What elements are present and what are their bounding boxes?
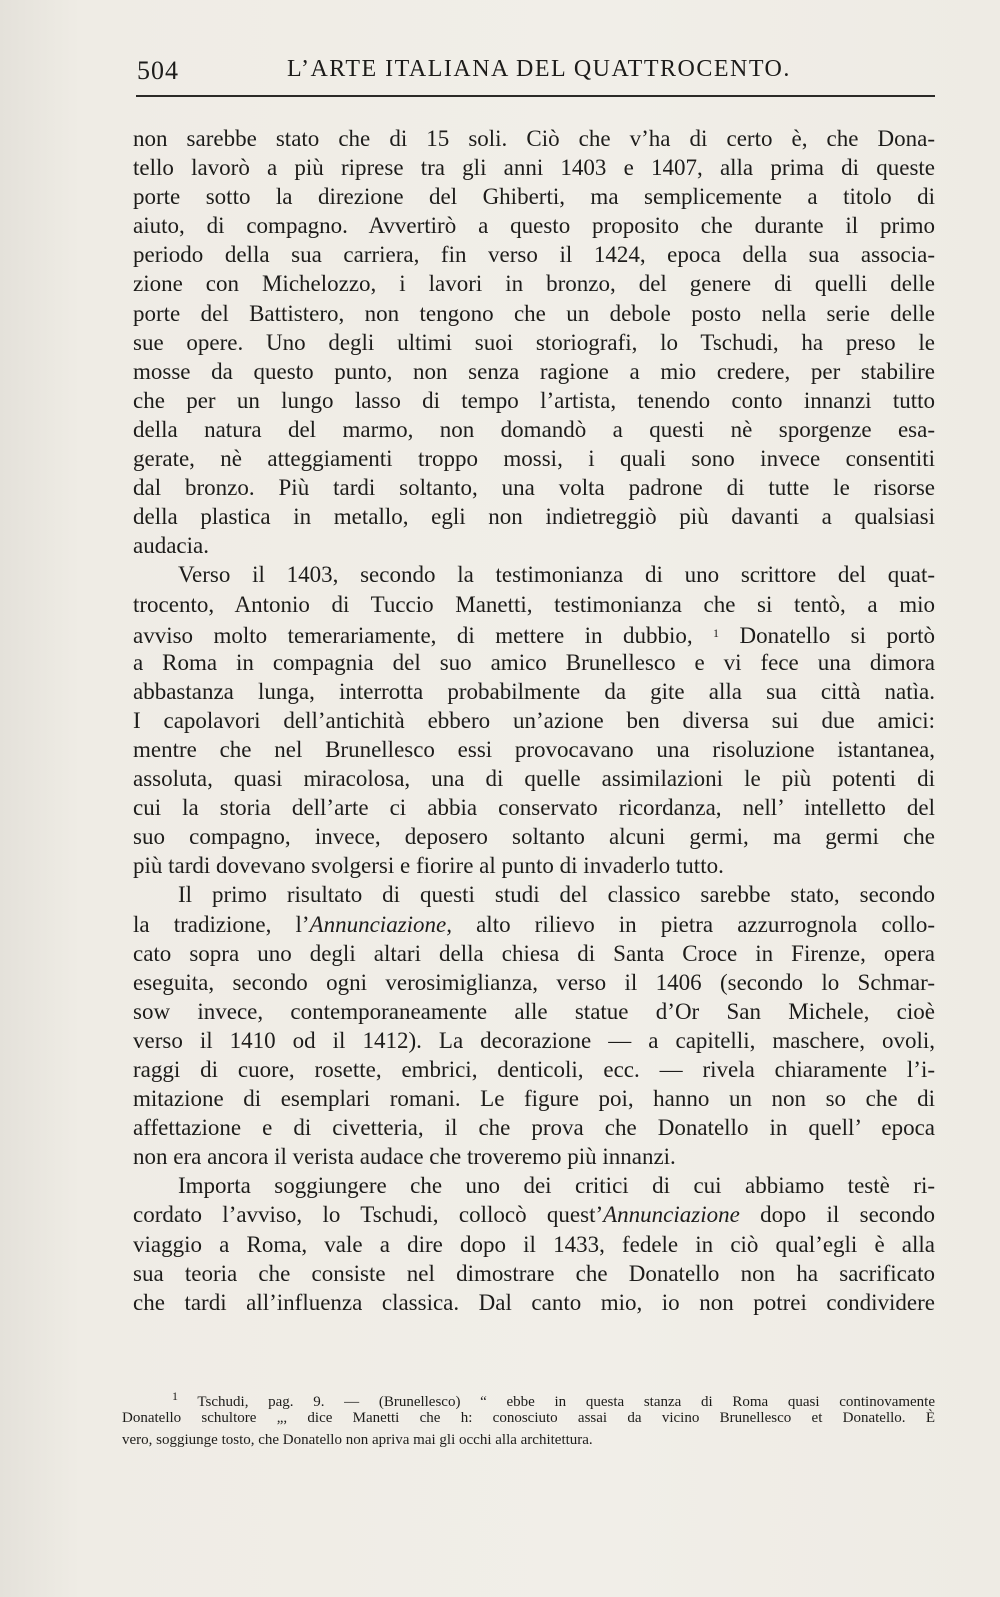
text-segment: Donatello si portò	[719, 622, 935, 648]
footnote-line: vero, soggiunge tosto, che Donatello non apriva mai gli occhi alla architettura.	[122, 1432, 593, 1448]
text-line: verso il 1410 od il 1412). La decorazione — a capitelli, maschere, ovoli,	[133, 1027, 935, 1053]
text-line	[133, 1200, 935, 1229]
text-line	[133, 910, 935, 939]
text-line: trocento, Antonio di Tuccio Manetti, testimonianza che si tentò, a mio	[133, 591, 935, 617]
text-line: gerate, nè atteggiamenti troppo mossi, i quali sono invece consentiti	[133, 446, 935, 472]
text-line: che tardi all’influenza classica. Dal canto mio, io non potrei condividere	[133, 1289, 935, 1315]
text-line: eseguita, secondo ogni verosimiglianza, verso il 1406 (secondo lo Schmar-	[133, 969, 935, 995]
text-line: zione con Michelozzo, i lavori in bronzo, del genere di quelli delle	[133, 271, 935, 297]
text-line: che per un lungo lasso di tempo l’artista, tenendo conto innanzi tutto	[133, 387, 935, 413]
text-line: più tardi dovevano svolgersi e fiorire al punto di invaderlo tutto.	[133, 853, 724, 879]
text-segment: alto rilievo in pietra azzurrognola collo-	[452, 911, 936, 937]
footnotes	[122, 1385, 935, 1451]
text-line: I capolavori dell’antichità ebbero un’azione ben diversa sui due amici:	[133, 707, 935, 733]
text-line: mitazione di esemplari romani. Le figure poi, hanno un non so che di	[133, 1086, 935, 1112]
text-segment: la tradizione, l’	[133, 911, 310, 937]
text-line: sow invece, contemporaneamente alle statue d’Or San Michele, cioè	[133, 998, 935, 1024]
text-line: a Roma in compagnia del suo amico Brunellesco e vi fece una dimora	[133, 649, 935, 675]
footnote-line	[122, 1385, 935, 1410]
text-line: mentre che nel Brunellesco essi provocavano una risoluzione istantanea,	[133, 736, 935, 762]
artwork-title: Annunciazione,	[309, 911, 452, 937]
text-line: abbastanza lunga, interrotta probabilmente da gite alla sua città natìa.	[133, 678, 935, 704]
text-line: affettazione e di civetteria, il che prova che Donatello in quell’ epoca	[133, 1115, 935, 1141]
text-line: della natura del marmo, non domandò a questi nè sporgenze esa-	[133, 416, 935, 442]
text-line: Il primo risultato di questi studi del classico sarebbe stato, secondo	[178, 882, 935, 908]
text-line: audacia.	[133, 533, 209, 559]
text-line: suo compagno, invece, deposero soltanto alcuni germi, ma germi che	[133, 824, 935, 850]
footnote-line: Donatello schultore „, dice Manetti che h: conosciuto assai da vicino Brunellesco et Donatello. È	[122, 1410, 935, 1426]
text-segment: cordato l’avviso, lo Tschudi, collocò quest’	[133, 1202, 604, 1228]
text-line: porte sotto la direzione del Ghiberti, ma semplicemente a titolo di	[133, 184, 935, 210]
running-title: L’ARTE ITALIANA DEL QUATTROCENTO.	[287, 56, 791, 82]
text-line: non sarebbe stato che di 15 soli. Ciò che v’ha di certo è, che Dona-	[133, 126, 935, 151]
text-line: mosse da questo punto, non senza ragione a mio credere, per stabilire	[133, 358, 935, 384]
text-line	[133, 619, 935, 648]
text-line: cui la storia dell’arte ci abbia conservato ricordanza, nell’ intelletto del	[133, 795, 935, 821]
footnote-marker: 1	[172, 1389, 178, 1403]
text-line: porte del Battistero, non tengono che un debole posto nella serie delle	[133, 300, 935, 326]
text-line: viaggio a Roma, vale a dire dopo il 1433, fedele in ciò qual’egli è alla	[133, 1231, 935, 1257]
text-line: tello lavorò a più riprese tra gli anni 1403 e 1407, alla prima di queste	[133, 155, 935, 181]
text-line: periodo della sua carriera, fin verso il 1424, epoca della sua associa-	[133, 242, 935, 268]
text-line: della plastica in metallo, egli non indietreggiò più davanti a qualsiasi	[133, 504, 935, 530]
footnote-text: Tschudi, pag. 9. — (Brunellesco) “ ebbe in questa stanza di Roma quasi continovamente	[178, 1394, 935, 1410]
running-head	[137, 56, 937, 96]
text-line: Importa soggiungere che uno dei critici di cui abbiamo testè ri-	[178, 1173, 935, 1199]
header-rule	[136, 95, 935, 97]
text-segment: avviso molto temerariamente, di mettere in dubbio,	[133, 622, 693, 648]
text-line: sue opere. Uno degli ultimi suoi storiografi, lo Tschudi, ha preso le	[133, 329, 935, 355]
text-line: aiuto, di compagno. Avvertirò a questo proposito che durante il primo	[133, 213, 935, 239]
text-line: dal bronzo. Più tardi soltanto, una volta padrone di tutte le risorse	[133, 475, 935, 501]
text-line: assoluta, quasi miracolosa, una di quelle assimilazioni le più potenti di	[133, 766, 935, 792]
text-line: raggi di cuore, rosette, embrici, denticoli, ecc. — rivela chiaramente l’i-	[133, 1057, 935, 1082]
text-line: cato sopra uno degli altari della chiesa di Santa Croce in Firenze, opera	[133, 940, 935, 966]
page-number: 504	[137, 56, 179, 85]
text-line: sua teoria che consiste nel dimostrare che Donatello non ha sacrificato	[133, 1260, 935, 1286]
body-text	[133, 124, 935, 1317]
text-line: Verso il 1403, secondo la testimonianza di uno scrittore del quat-	[178, 562, 935, 588]
artwork-title: Annunciazione	[603, 1202, 740, 1228]
text-segment: dopo il secondo	[739, 1202, 935, 1228]
footnote-reference: 1	[713, 625, 720, 640]
text-line: non era ancora il verista audace che troveremo più innanzi.	[133, 1144, 676, 1170]
